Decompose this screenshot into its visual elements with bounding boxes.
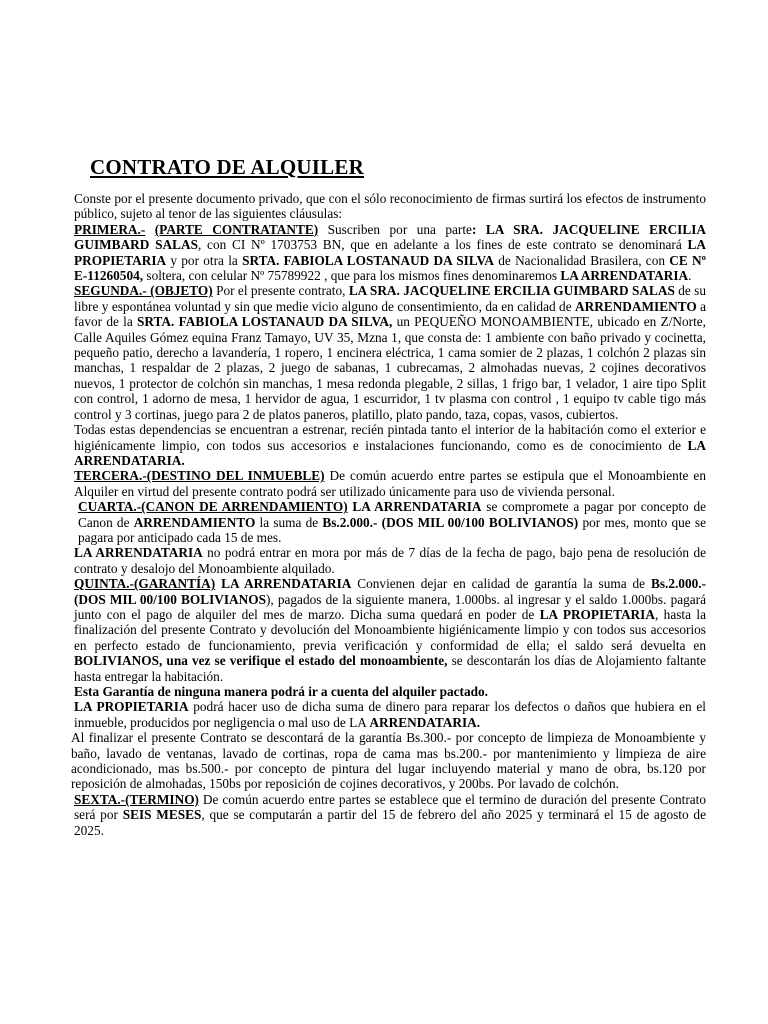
paragraph [74, 191, 706, 222]
text-run: y por otra la [166, 252, 243, 268]
text-run: a favor de la [74, 298, 706, 330]
text-run: , hasta la finalización del presente Contrato y devolución del Monoambiente higiénicamente limpio y con todos sus accesorios en perfecto estado de funcionamiento, previa verificación y conformidad de ella; el saldo será devuelta en [74, 606, 706, 653]
text-run: Convienen dejar en calidad de garantía la suma de [351, 576, 651, 592]
bold-text: ARRENDAMIENTO [575, 298, 697, 314]
text-run: podrá hacer uso de dicha suma de dinero para reparar los defectos o daños que hubiera en el inmueble, producidos por negligencia o mal uso de LA [74, 699, 706, 730]
text-run [145, 222, 154, 237]
bold-text: Bs.2.000.- (DOS MIL 00/100 BOLIVIANOS [74, 576, 706, 607]
bold-text: LA ARRENDATARIA [74, 545, 203, 561]
text-run: un PEQUEÑO MONOAMBIENTE, ubicado en Z/Norte, Calle Aquiles Gómez equina Franz Tamayo, UV 35, Mzna 1, que consta de: 1 ambiente con baño privado y cocinetta, pequeño patio, derecho a lavandería, 1 ropero, 1 encinera eléctrica, 1 cama somier de 2 plazas, 1 colchón 2 plazas sin manchas, 1 respaldar de 2 plazas, 2 juego de sabanas, 1 cubrecamas, 2 almohadas nuevas, 2 cojines decorativos nuevos, 1 protector de colchón sin manchas, 1 mesa redonda plegable, 2 sillas, 1 frigo bar, 1 velador, 1 aire tipo Split con control, 1 adorno de mesa, 1 hervidor de agua, 1 escurridor, 1 tv plasma con control , 1 equipo tv cable tigo más control y 3 cortinas, juego para 2 de platos paneros, platillo, plato pando, taza, copas, vasos, cubiertos. [74, 314, 706, 422]
document-title: CONTRATO DE ALQUILER [90, 155, 364, 179]
text-run: , que se computarán a partir del 15 de febrero del año 2025 y terminará el 15 de agosto de 2025. [74, 807, 706, 838]
bold-text: LA SRA. JACQUELINE ERCILIA GUIMBARD SALAS [348, 283, 675, 299]
bold-text: LA PROPIETARIA [74, 699, 189, 715]
bold-text: LA ARRENDATARIA [352, 499, 482, 515]
text-run: Suscriben por una parte [318, 221, 472, 237]
text-run: no podrá entrar en mora por más de 7 días de la fecha de pago, bajo pena de resolución de contrato y desalojo del Monoambiente alquilado. [74, 545, 706, 576]
paragraph [74, 545, 706, 576]
bold-text: ARRENDAMIENTO [133, 514, 256, 530]
text-run: Conste por el presente documento privado, que con el sólo reconocimiento de firmas surtirá los efectos de instrumento público, sujeto al tenor de las siguientes cláusulas: [74, 191, 706, 222]
paragraph [74, 699, 706, 730]
clause-heading: SEGUNDA.- (OBJETO) [74, 283, 213, 299]
bold-text: LA ARRENDATARIA [560, 268, 689, 284]
paragraph [74, 684, 706, 699]
paragraph [74, 499, 706, 545]
bold-text: Esta Garantía de ninguna manera podrá ir a cuenta del alquiler pactado. [74, 684, 488, 699]
bold-text: : LA SRA. JACQUELINE ERCILIA GUIMBARD SALAS [74, 221, 706, 253]
clause-heading: QUINTA.-(GARANTÍA) [74, 576, 216, 592]
clause-heading: (PARTE CONTRATANTE) [154, 221, 319, 237]
paragraph [74, 422, 706, 468]
text-run: de su libre y espontánea voluntad y sin que medie vicio alguno de consentimiento, da en calidad de [74, 283, 706, 314]
text-run: de Nacionalidad Brasilera, con [494, 252, 670, 268]
bold-text: LA ARRENDATARIA [221, 576, 352, 592]
bold-text: LA ARRENDATARIA. [74, 437, 706, 468]
clause-heading: TERCERA.-(DESTINO DEL INMUEBLE) [74, 468, 325, 484]
clause-heading: SEXTA.-(TERMINO) [74, 791, 199, 807]
bold-text: BOLIVIANOS, una vez se verifique el estado del monoambiente, [74, 653, 448, 669]
text-run: Por el presente contrato, [212, 283, 349, 299]
bold-text: ARRENDATARIA. [369, 714, 481, 730]
text-run: , con CI Nº 1703753 BN, que en adelante a los fines de este contrato se denominará [197, 237, 688, 253]
paragraph [74, 468, 706, 499]
text-run: por mes, monto que se pagara por anticipado cada 15 de mes. [78, 514, 706, 545]
bold-text: CE Nº E-11260504, [74, 252, 706, 284]
bold-text: SRTA. FABIOLA LOSTANAUD DA SILVA [242, 252, 494, 268]
paragraph [74, 576, 706, 684]
clause-heading: PRIMERA.- [74, 221, 146, 237]
text-run: se descontarán los días de Alojamiento faltante hasta entregar la habitación. [74, 653, 706, 684]
text-run: se compromete a pagar por concepto de Canon de [78, 499, 706, 530]
paragraph [74, 792, 706, 838]
document-body [71, 191, 707, 838]
text-run: Al finalizar el presente Contrato se descontará de la garantía Bs.300.- por concepto de limpieza de Monoambiente y baño, lavado de ventanas, lavado de cortinas, ropa de cama mas bs.200.- por mantenimiento y limpieza de aire acondicionado, mas bs.500.- por concepto de pintura del lugar incluyendo material y mano de obra, bs.120 por reposición de almohadas, 150bs por reposición de cojines decorativos, y 200bs. Por lavado de colchón. [71, 730, 706, 792]
bold-text: LA PROPIETARIA [539, 606, 655, 622]
paragraph [74, 283, 706, 422]
bold-text: SEIS MESES [122, 807, 202, 823]
text-run: soltera, con celular Nº 75789922 , que para los mismos fines denominaremos [143, 268, 561, 284]
text-run: De común acuerdo entre partes se estipula que el Monoambiente en Alquiler en virtud del presente contrato podrá ser utilizado únicamente para uso de vivienda personal. [74, 468, 706, 499]
text-run: . [688, 268, 692, 284]
bold-text: LA PROPIETARIA [74, 237, 706, 268]
text-run: ), pagados de la siguiente manera, 1.000bs. al ingresar y el saldo 1.000bs. pagará junto con el pago de alquiler del mes de marzo. Dicha suma quedará en poder de [74, 591, 707, 622]
bold-text: Bs.2.000.- (DOS MIL 00/100 BOLIVIANOS) [322, 514, 579, 530]
text-run: la suma de [255, 514, 323, 530]
clause-heading: CUARTA.-(CANON DE ARRENDAMIENTO) [78, 499, 348, 515]
paragraph [74, 222, 706, 284]
text-run: Todas estas dependencias se encuentran a estrenar, recién pintada tanto el interior de la habitación como el exterior e higiénicamente limpio, con todos sus accesorios e instalaciones funcionando, como es de conocimiento de [74, 422, 706, 453]
text-run: De común acuerdo entre partes se establece que el termino de duración del presente Contrato será por [74, 791, 706, 823]
bold-text: SRTA. FABIOLA LOSTANAUD DA SILVA, [137, 314, 393, 330]
paragraph [71, 730, 706, 792]
